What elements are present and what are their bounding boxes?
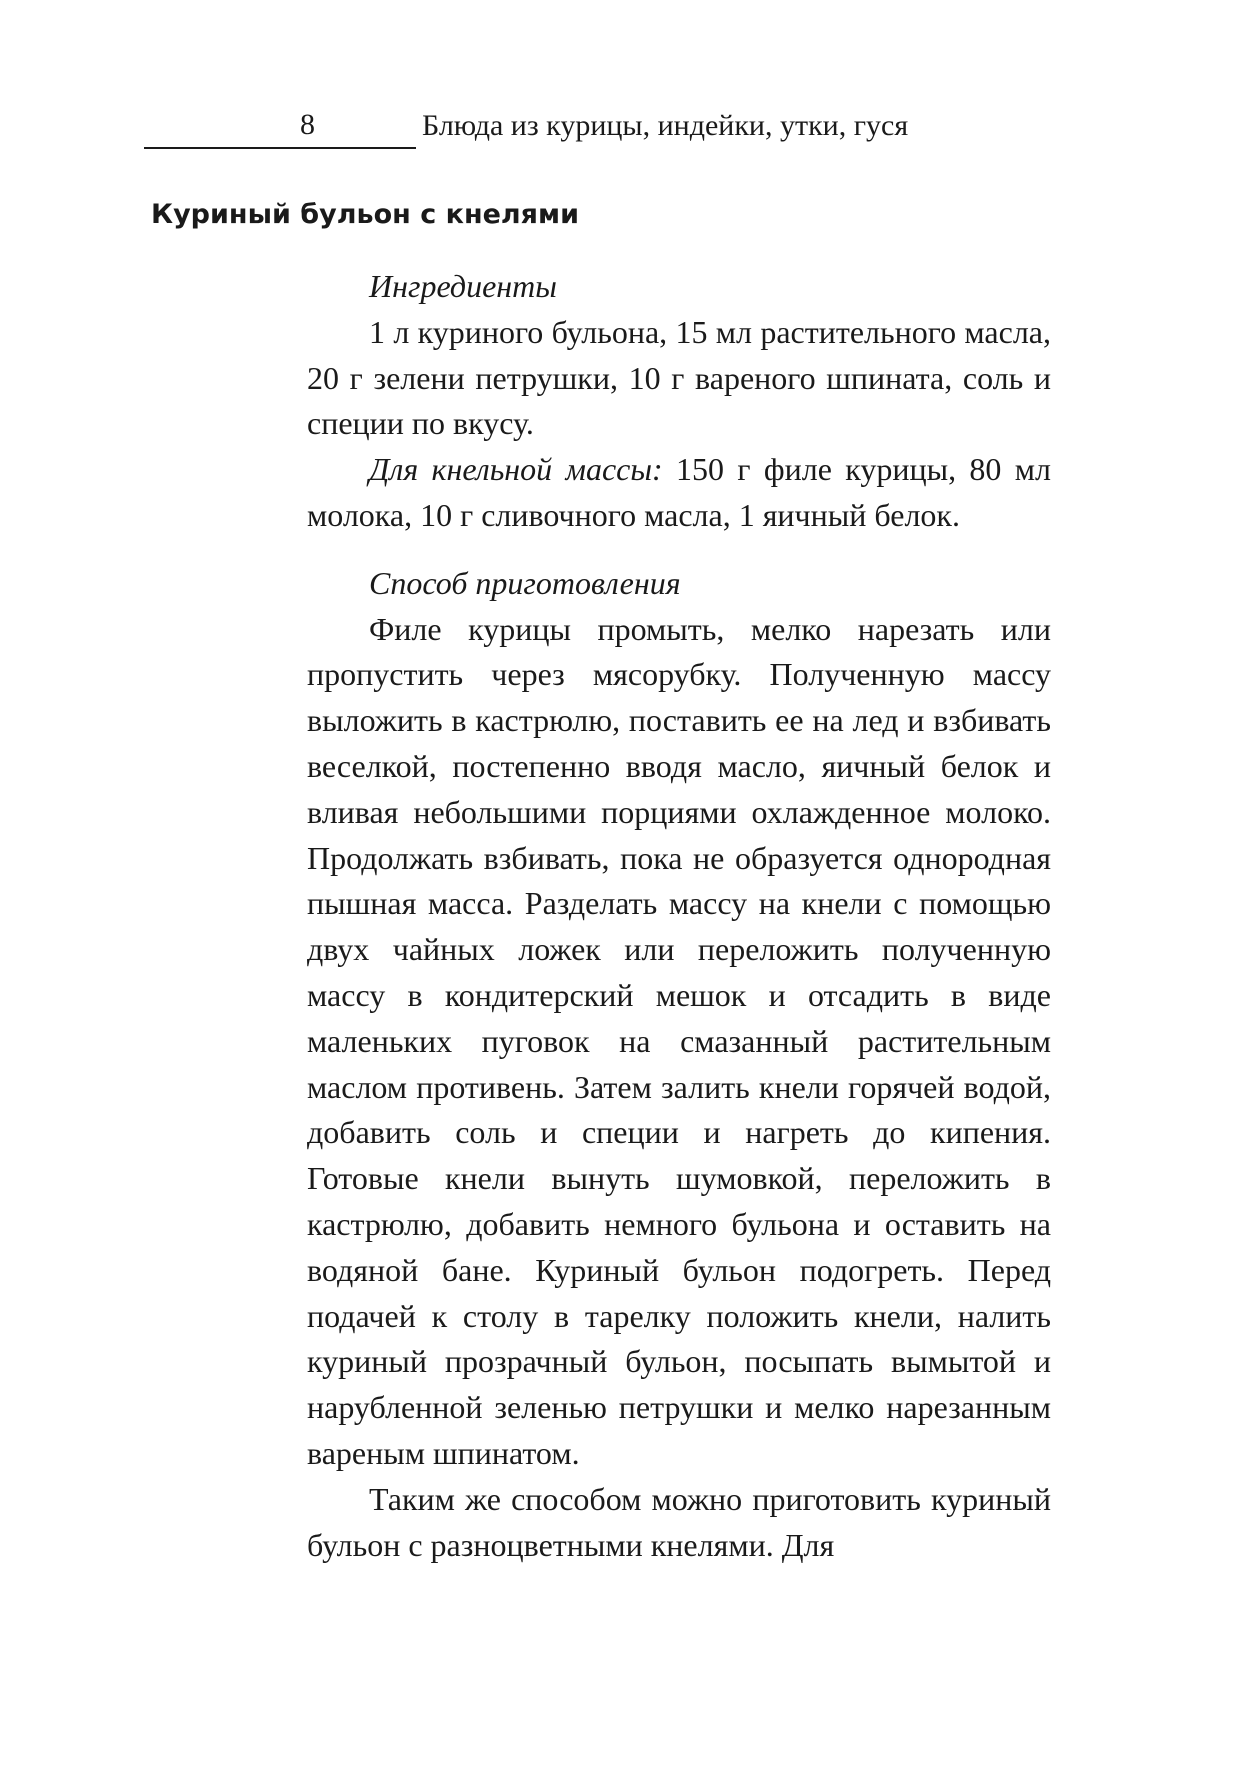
- recipe-title: Куриный бульон с кнелями: [151, 199, 580, 230]
- forcemeat-label: Для кнельной массы:: [369, 451, 663, 488]
- running-head: Блюда из курицы, индейки, утки, гуся: [422, 109, 909, 142]
- method-paragraph: Филе курицы промыть, мелко нарезать или пропустить через мясорубку. Полученную массу выложить в кастрюлю, поставить ее на лед и взбивать веселкой, постепенно вводя масло, яичный белок и вливая небольшими порциями охлажденное молоко. Продолжать взбивать, пока не образуется однородная пышная масса. Разделать массу на кнели с помощью двух чайных ложек или переложить полученную массу в кондитерский мешок и отсадить в виде маленьких пуговок на смазанный растительным маслом противень. Затем залить кнели горячей водой, добавить соль и специи и нагреть до кипения. Готовые кнели вынуть шумовкой, переложить в кастрюлю, добавить немного бульона и оставить на водяной бане. Куриный бульон подогреть. Перед подачей к столу в тарелку положить кнели, налить куриный прозрачный бульон, посыпать вымытой и нарубленной зеленью петрушки и мелко нарезанным вареным шпинатом.: [307, 610, 1051, 1471]
- recipe-body: [307, 264, 1051, 1568]
- header-rule: [144, 147, 416, 149]
- ingredients-heading: Ингредиенты: [369, 268, 557, 304]
- section-gap: [307, 539, 1051, 561]
- forcemeat-list: 150 г филе курицы, 80 мл молока, 10 г сливочного масла, 1 яичный белок.: [307, 451, 1052, 533]
- method-paragraph: Таким же способом можно приготовить куриный бульон с разноцветными кнелями. Для: [307, 1480, 1051, 1563]
- ingredients-forcemeat: [307, 447, 1051, 539]
- page-number: 8: [300, 108, 315, 141]
- ingredients-main: 1 л куриного бульона, 15 мл растительного масла, 20 г зелени петрушки, 10 г вареного шпината, соль и специи по вкусу.: [307, 313, 1051, 442]
- method-heading: Способ приготовления: [369, 564, 681, 601]
